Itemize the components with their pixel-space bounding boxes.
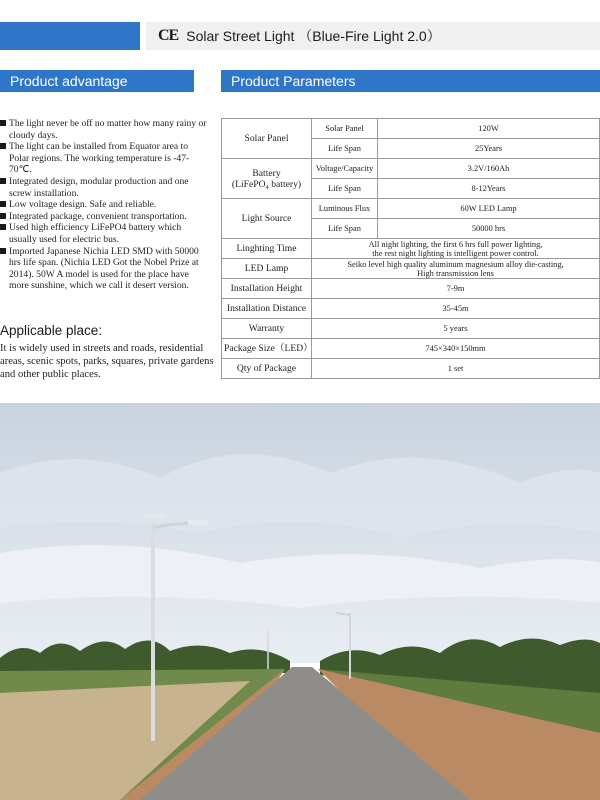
- param-sublabel: Life Span: [312, 139, 378, 159]
- param-sublabel: Solar Panel: [312, 119, 378, 139]
- advantage-text: Integrated design, modular production and one screw installation.: [9, 175, 189, 199]
- square-bullet-icon: [0, 248, 6, 254]
- square-bullet-icon: [0, 201, 6, 207]
- param-label-battery: [222, 159, 312, 199]
- parameters-table: [221, 118, 600, 379]
- param-value: 7-9m: [312, 279, 600, 299]
- lighting-time-line1: All night lighting, the first 6 hrs full power lighting,: [368, 239, 543, 249]
- list-item: [0, 199, 208, 211]
- applicable-place-heading: Applicable place:: [0, 323, 103, 338]
- list-item: [0, 246, 208, 292]
- page-title: Solar Street Light （Blue-Fire Light 2.0）: [186, 28, 441, 44]
- list-item: [0, 118, 208, 141]
- table-row: [222, 119, 600, 139]
- param-value: 745×340×150mm: [312, 339, 600, 359]
- advantage-text: The light never be off no matter how many rainy or cloudy days.: [9, 118, 207, 141]
- param-value: 50000 hrs: [378, 219, 600, 239]
- param-sublabel: Life Span: [312, 179, 378, 199]
- ce-mark: CE: [158, 27, 179, 44]
- sky: [0, 403, 600, 663]
- advantage-text: Integrated package, convenient transportation.: [9, 210, 187, 222]
- advantage-text: The light can be installed from Equator area to Polar regions. The working temperature is -47-70℃.: [9, 141, 190, 176]
- solar-panel: [143, 514, 165, 519]
- lamp-head: [188, 520, 208, 525]
- table-row: [222, 319, 600, 339]
- square-bullet-icon: [0, 120, 6, 126]
- square-bullet-icon: [0, 178, 6, 184]
- table-row: [222, 199, 600, 219]
- param-label-qty-of-package: Qty of Package: [222, 359, 312, 379]
- advantage-text: Used high efficiency LiFePO4 battery which usually used for electric bus.: [9, 222, 182, 245]
- param-value: 1 set: [312, 359, 600, 379]
- table-row: [222, 339, 600, 359]
- param-value: 8-12Years: [378, 179, 600, 199]
- param-value: 60W LED Lamp: [378, 199, 600, 219]
- table-row: [222, 239, 600, 259]
- list-item: [0, 141, 208, 176]
- square-bullet-icon: [0, 224, 6, 230]
- product-parameters-heading-text: Product Parameters: [231, 73, 356, 89]
- param-label-lighting-time: Linghting Time: [222, 239, 312, 259]
- road-scene-illustration: [0, 403, 600, 800]
- lighting-time-line2: the rest night lighting is intelligent power control.: [372, 248, 539, 258]
- product-advantage-heading: [0, 70, 194, 92]
- list-item: [0, 211, 208, 223]
- param-value: 35-45m: [312, 299, 600, 319]
- table-row: [222, 299, 600, 319]
- param-sublabel: Luminous Flux: [312, 199, 378, 219]
- list-item: [0, 222, 208, 245]
- applicable-place-text: It is widely used in streets and roads, residential areas, scenic spots, parks, squares, private gardens and other public places.: [0, 343, 214, 381]
- param-label-light-source: Light Source: [222, 199, 312, 239]
- battery-label-line2: (LiFePO₄ battery): [231, 178, 302, 190]
- advantage-text: Imported Japanese Nichia LED SMD with 50000 hrs life span. (Nichia LED Got the Nobel Prize at 2014). 50W A model is used for the place have more sunshine, which we call it desert version.: [9, 245, 199, 292]
- table-row: [222, 359, 600, 379]
- table-row: [222, 259, 600, 279]
- product-parameters-heading: [221, 70, 600, 92]
- param-value: 25Years: [378, 139, 600, 159]
- square-bullet-icon: [0, 143, 6, 149]
- param-label-package-size: Package Size（LED）: [222, 339, 312, 359]
- param-value-lighting-time: [312, 239, 600, 259]
- led-lamp-line1: Seiko level high quality aluminum magnesium alloy die-casting,: [347, 259, 564, 269]
- advantage-list: [0, 118, 208, 292]
- param-label-led-lamp: LED Lamp: [222, 259, 312, 279]
- product-advantage-heading-text: Product advantage: [10, 73, 128, 89]
- param-label-installation-height: Installation Height: [222, 279, 312, 299]
- square-bullet-icon: [0, 213, 6, 219]
- param-value-led-lamp: [312, 259, 600, 279]
- advantage-text: Low voltage design. Safe and reliable.: [9, 199, 157, 211]
- table-row: [222, 159, 600, 179]
- table-row: [222, 279, 600, 299]
- battery-label-line1: Battery: [252, 167, 281, 179]
- param-value: 3.2V/160Ah: [378, 159, 600, 179]
- param-label-warranty: Warranty: [222, 319, 312, 339]
- param-label-solar-panel: Solar Panel: [222, 119, 312, 159]
- header-accent-band: [0, 22, 140, 50]
- led-lamp-line2: High transmission lens: [417, 268, 494, 278]
- param-sublabel: Voltage/Capacity: [312, 159, 378, 179]
- list-item: [0, 176, 208, 199]
- param-value: 5 years: [312, 319, 600, 339]
- street-light-photo: [0, 403, 600, 800]
- param-value: 120W: [378, 119, 600, 139]
- param-label-installation-distance: Installation Distance: [222, 299, 312, 319]
- header-title-box: [146, 22, 600, 50]
- param-sublabel: Life Span: [312, 219, 378, 239]
